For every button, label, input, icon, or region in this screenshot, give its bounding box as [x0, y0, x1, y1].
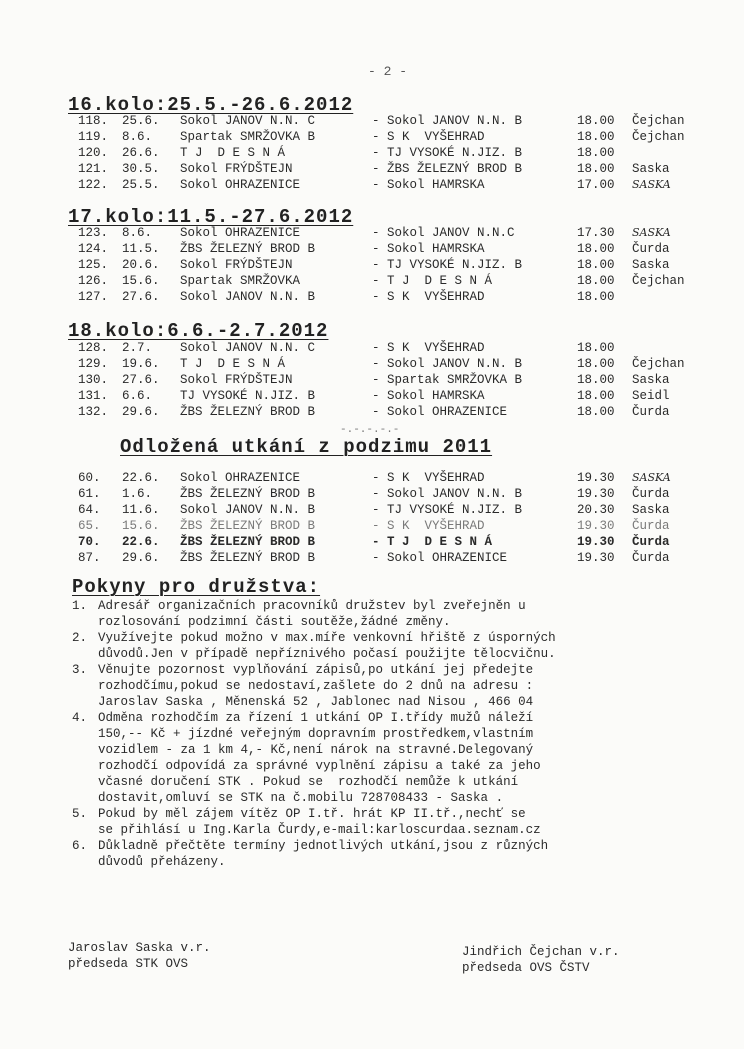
match-time: 18.00 — [577, 405, 615, 419]
instructions-list — [72, 598, 702, 870]
referee-name: Čurda — [632, 551, 670, 565]
match-number: 87. — [78, 551, 101, 565]
match-number: 124. — [78, 242, 109, 256]
instruction-line: důvodů.Jen v případě nepříznivého počasí použijte tělocvičnu. — [98, 647, 556, 661]
match-number: 120. — [78, 146, 109, 160]
match-number: 61. — [78, 487, 101, 501]
match-date: 6.6. — [122, 389, 153, 403]
home-team: Sokol JANOV N.N. C — [180, 341, 316, 355]
away-team: - S K VYŠEHRAD — [372, 290, 485, 304]
match-number: 65. — [78, 519, 101, 533]
instruction-item — [72, 710, 702, 806]
instruction-number: 1. — [72, 599, 88, 613]
instruction-line: dostavit,omluví se STK na č.mobilu 728708433 - Saska . — [98, 791, 504, 805]
match-date: 2.7. — [122, 341, 153, 355]
match-row — [72, 389, 722, 405]
instruction-line: důvodů přeházeny. — [98, 855, 226, 869]
away-team: - ŽBS ŽELEZNÝ BROD B — [372, 162, 523, 176]
match-date: 22.6. — [122, 535, 160, 549]
home-team: Sokol JANOV N.N. B — [180, 503, 316, 517]
away-team: - Sokol HAMRSKA — [372, 389, 485, 403]
page-number: - 2 - — [368, 64, 408, 79]
match-time: 17.00 — [577, 178, 615, 192]
away-team: - T J D E S N Á — [372, 274, 493, 288]
match-date: 8.6. — [122, 130, 153, 144]
instruction-line: Důkladně přečtěte termíny jednotlivých utkání,jsou z různých — [98, 839, 549, 853]
home-team: ŽBS ŽELEZNÝ BROD B — [180, 242, 316, 256]
home-team: Sokol FRÝDŠTEJN — [180, 258, 293, 272]
away-team: - Sokol JANOV N.N. B — [372, 357, 523, 371]
home-team: Sokol OHRAZENICE — [180, 178, 301, 192]
away-team: - Spartak SMRŽOVKA B — [372, 373, 523, 387]
instruction-number: 2. — [72, 631, 88, 645]
home-team: Spartak SMRŽOVKA — [180, 274, 301, 288]
referee-name: SASKA — [632, 471, 671, 484]
match-date: 29.6. — [122, 551, 160, 565]
referee-name: SASKA — [632, 226, 671, 239]
instruction-line: včasné doručení STK . Pokud se rozhodčí nemůže k utkání — [98, 775, 519, 789]
match-number: 126. — [78, 274, 109, 288]
away-team: - TJ VYSOKÉ N.JIZ. B — [372, 503, 523, 517]
match-row — [72, 373, 722, 389]
home-team: Sokol OHRAZENICE — [180, 471, 301, 485]
match-number: 131. — [78, 389, 109, 403]
match-row — [72, 405, 722, 421]
match-date: 11.6. — [122, 503, 160, 517]
match-date: 27.6. — [122, 373, 160, 387]
match-row — [72, 535, 722, 551]
referee-name: Saska — [632, 503, 670, 517]
signature-right-role: předseda OVS ČSTV — [462, 961, 590, 975]
referee-name: Seidl — [632, 389, 670, 403]
round-16-matches — [72, 114, 722, 194]
home-team: ŽBS ŽELEZNÝ BROD B — [180, 519, 316, 533]
round-18-heading: 18.kolo:6.6.-2.7.2012 — [68, 320, 329, 342]
instruction-line: Odměna rozhodčím za řízení 1 utkání OP I.třídy mužů náleží — [98, 711, 534, 725]
match-date: 26.6. — [122, 146, 160, 160]
away-team: - S K VYŠEHRAD — [372, 341, 485, 355]
match-number: 60. — [78, 471, 101, 485]
match-number: 122. — [78, 178, 109, 192]
match-time: 18.00 — [577, 274, 615, 288]
match-number: 128. — [78, 341, 109, 355]
instruction-line: 150,-- Kč + jízdné veřejným dopravním prostředkem,vlastním — [98, 727, 534, 741]
instruction-line: rozlosování podzimní části soutěže,žádné změny. — [98, 615, 451, 629]
home-team: ŽBS ŽELEZNÝ BROD B — [180, 535, 316, 549]
match-row — [72, 162, 722, 178]
instruction-line: vozidlem - za 1 km 4,- Kč,není nárok na stravné.Delegovaný — [98, 743, 534, 757]
match-number: 130. — [78, 373, 109, 387]
referee-name: Saska — [632, 258, 670, 272]
match-date: 22.6. — [122, 471, 160, 485]
match-row — [72, 274, 722, 290]
away-team: - Sokol JANOV N.N. B — [372, 114, 523, 128]
match-date: 25.5. — [122, 178, 160, 192]
signature-right-name: Jindřich Čejchan v.r. — [462, 945, 620, 959]
instruction-line: rozhodčímu,pokud se nedostaví,zašlete do 2 dnů na adresu : — [98, 679, 534, 693]
match-number: 123. — [78, 226, 109, 240]
referee-name: Saska — [632, 373, 670, 387]
match-row — [72, 114, 722, 130]
referee-name: Čejchan — [632, 114, 685, 128]
match-date: 27.6. — [122, 290, 160, 304]
referee-name: Čejchan — [632, 274, 685, 288]
match-time: 18.00 — [577, 130, 615, 144]
round-16-heading: 16.kolo:25.5.-26.6.2012 — [68, 94, 354, 116]
away-team: - Sokol HAMRSKA — [372, 178, 485, 192]
match-row — [72, 226, 722, 242]
match-date: 30.5. — [122, 162, 160, 176]
postponed-heading: Odložená utkání z podzimu 2011 — [120, 436, 493, 458]
instruction-line: se přihlásí u Ing.Karla Čurdy,e-mail:karloscurdaa.seznam.cz — [98, 823, 541, 837]
instruction-number: 5. — [72, 807, 88, 821]
instruction-number: 6. — [72, 839, 88, 853]
match-time: 18.00 — [577, 373, 615, 387]
home-team: ŽBS ŽELEZNÝ BROD B — [180, 551, 316, 565]
match-row — [72, 357, 722, 373]
instruction-line: Pokud by měl zájem vítěz OP I.tř. hrát KP II.tř.,nechť se — [98, 807, 526, 821]
match-row — [72, 130, 722, 146]
away-team: - Sokol OHRAZENICE — [372, 551, 508, 565]
match-number: 127. — [78, 290, 109, 304]
match-time: 18.00 — [577, 258, 615, 272]
round-17-heading: 17.kolo:11.5.-27.6.2012 — [68, 206, 354, 228]
instruction-line: rozhodčí odpovídá za správné vyplnění zápisu a také za jeho — [98, 759, 541, 773]
match-number: 119. — [78, 130, 109, 144]
match-time: 18.00 — [577, 162, 615, 176]
match-time: 18.00 — [577, 146, 615, 160]
instruction-item — [72, 662, 702, 710]
match-date: 29.6. — [122, 405, 160, 419]
match-time: 19.30 — [577, 519, 615, 533]
match-row — [72, 471, 722, 487]
home-team: Sokol JANOV N.N. B — [180, 290, 316, 304]
match-date: 20.6. — [122, 258, 160, 272]
away-team: - Sokol JANOV N.N. B — [372, 487, 523, 501]
away-team: - Sokol OHRAZENICE — [372, 405, 508, 419]
home-team: ŽBS ŽELEZNÝ BROD B — [180, 405, 316, 419]
away-team: - Sokol JANOV N.N.C — [372, 226, 515, 240]
instruction-item — [72, 598, 702, 630]
referee-name: Čurda — [632, 519, 670, 533]
match-number: 121. — [78, 162, 109, 176]
referee-name: Čejchan — [632, 357, 685, 371]
match-date: 25.6. — [122, 114, 160, 128]
match-time: 19.30 — [577, 471, 615, 485]
match-time: 18.00 — [577, 114, 615, 128]
referee-name: Saska — [632, 162, 670, 176]
signature-right — [462, 944, 620, 976]
away-team: - S K VYŠEHRAD — [372, 471, 485, 485]
match-time: 18.00 — [577, 290, 615, 304]
match-number: 70. — [78, 535, 101, 549]
match-time: 17.30 — [577, 226, 615, 240]
home-team: T J D E S N Á — [180, 146, 286, 160]
referee-name: Čurda — [632, 405, 670, 419]
match-time: 19.30 — [577, 487, 615, 501]
match-date: 1.6. — [122, 487, 153, 501]
round-17-matches — [72, 226, 722, 306]
match-row — [72, 503, 722, 519]
away-team: - Sokol HAMRSKA — [372, 242, 485, 256]
signature-left — [68, 940, 211, 972]
match-date: 19.6. — [122, 357, 160, 371]
match-row — [72, 242, 722, 258]
match-time: 19.30 — [577, 535, 615, 549]
match-row — [72, 178, 722, 194]
home-team: Sokol OHRAZENICE — [180, 226, 301, 240]
match-date: 15.6. — [122, 274, 160, 288]
referee-name: Čurda — [632, 242, 670, 256]
instructions-heading: Pokyny pro družstva: — [72, 576, 321, 598]
postponed-matches — [72, 471, 722, 567]
instruction-number: 4. — [72, 711, 88, 725]
home-team: Spartak SMRŽOVKA B — [180, 130, 316, 144]
match-number: 64. — [78, 503, 101, 517]
match-row — [72, 551, 722, 567]
instruction-number: 3. — [72, 663, 88, 677]
match-row — [72, 258, 722, 274]
away-team: - S K VYŠEHRAD — [372, 519, 485, 533]
instruction-line: Jaroslav Saska , Měnenská 52 , Jablonec nad Nisou , 466 04 — [98, 695, 534, 709]
match-time: 18.00 — [577, 341, 615, 355]
signature-left-name: Jaroslav Saska v.r. — [68, 941, 211, 955]
match-time: 18.00 — [577, 357, 615, 371]
match-row — [72, 146, 722, 162]
home-team: Sokol JANOV N.N. C — [180, 114, 316, 128]
match-row — [72, 519, 722, 535]
match-row — [72, 341, 722, 357]
instruction-line: Adresář organizačních pracovníků družstev byl zveřejněn u — [98, 599, 526, 613]
match-time: 19.30 — [577, 551, 615, 565]
signature-left-role: předseda STK OVS — [68, 957, 189, 971]
referee-name: SASKA — [632, 178, 671, 191]
match-number: 129. — [78, 357, 109, 371]
home-team: Sokol FRÝDŠTEJN — [180, 373, 293, 387]
match-row — [72, 290, 722, 306]
away-team: - TJ VYSOKÉ N.JIZ. B — [372, 146, 523, 160]
match-date: 8.6. — [122, 226, 153, 240]
match-time: 18.00 — [577, 389, 615, 403]
match-number: 125. — [78, 258, 109, 272]
instruction-item — [72, 806, 702, 838]
instruction-item — [72, 630, 702, 662]
home-team: ŽBS ŽELEZNÝ BROD B — [180, 487, 316, 501]
away-team: - TJ VYSOKÉ N.JIZ. B — [372, 258, 523, 272]
match-time: 20.30 — [577, 503, 615, 517]
match-number: 118. — [78, 114, 109, 128]
home-team: TJ VYSOKÉ N.JIZ. B — [180, 389, 316, 403]
instruction-line: Věnujte pozornost vyplňování zápisů,po utkání jej předejte — [98, 663, 534, 677]
match-date: 11.5. — [122, 242, 160, 256]
match-number: 132. — [78, 405, 109, 419]
instruction-item — [72, 838, 702, 870]
instruction-line: Využívejte pokud možno v max.míře venkovní hřiště z úsporných — [98, 631, 556, 645]
round-18-matches — [72, 341, 722, 421]
match-time: 18.00 — [577, 242, 615, 256]
home-team: T J D E S N Á — [180, 357, 286, 371]
referee-name: Čurda — [632, 487, 670, 501]
referee-name: Čurda — [632, 535, 670, 549]
match-row — [72, 487, 722, 503]
referee-name: Čejchan — [632, 130, 685, 144]
away-team: - T J D E S N Á — [372, 535, 493, 549]
section-divider: -.-.-.-.- — [340, 424, 400, 436]
home-team: Sokol FRÝDŠTEJN — [180, 162, 293, 176]
away-team: - S K VYŠEHRAD — [372, 130, 485, 144]
match-date: 15.6. — [122, 519, 160, 533]
